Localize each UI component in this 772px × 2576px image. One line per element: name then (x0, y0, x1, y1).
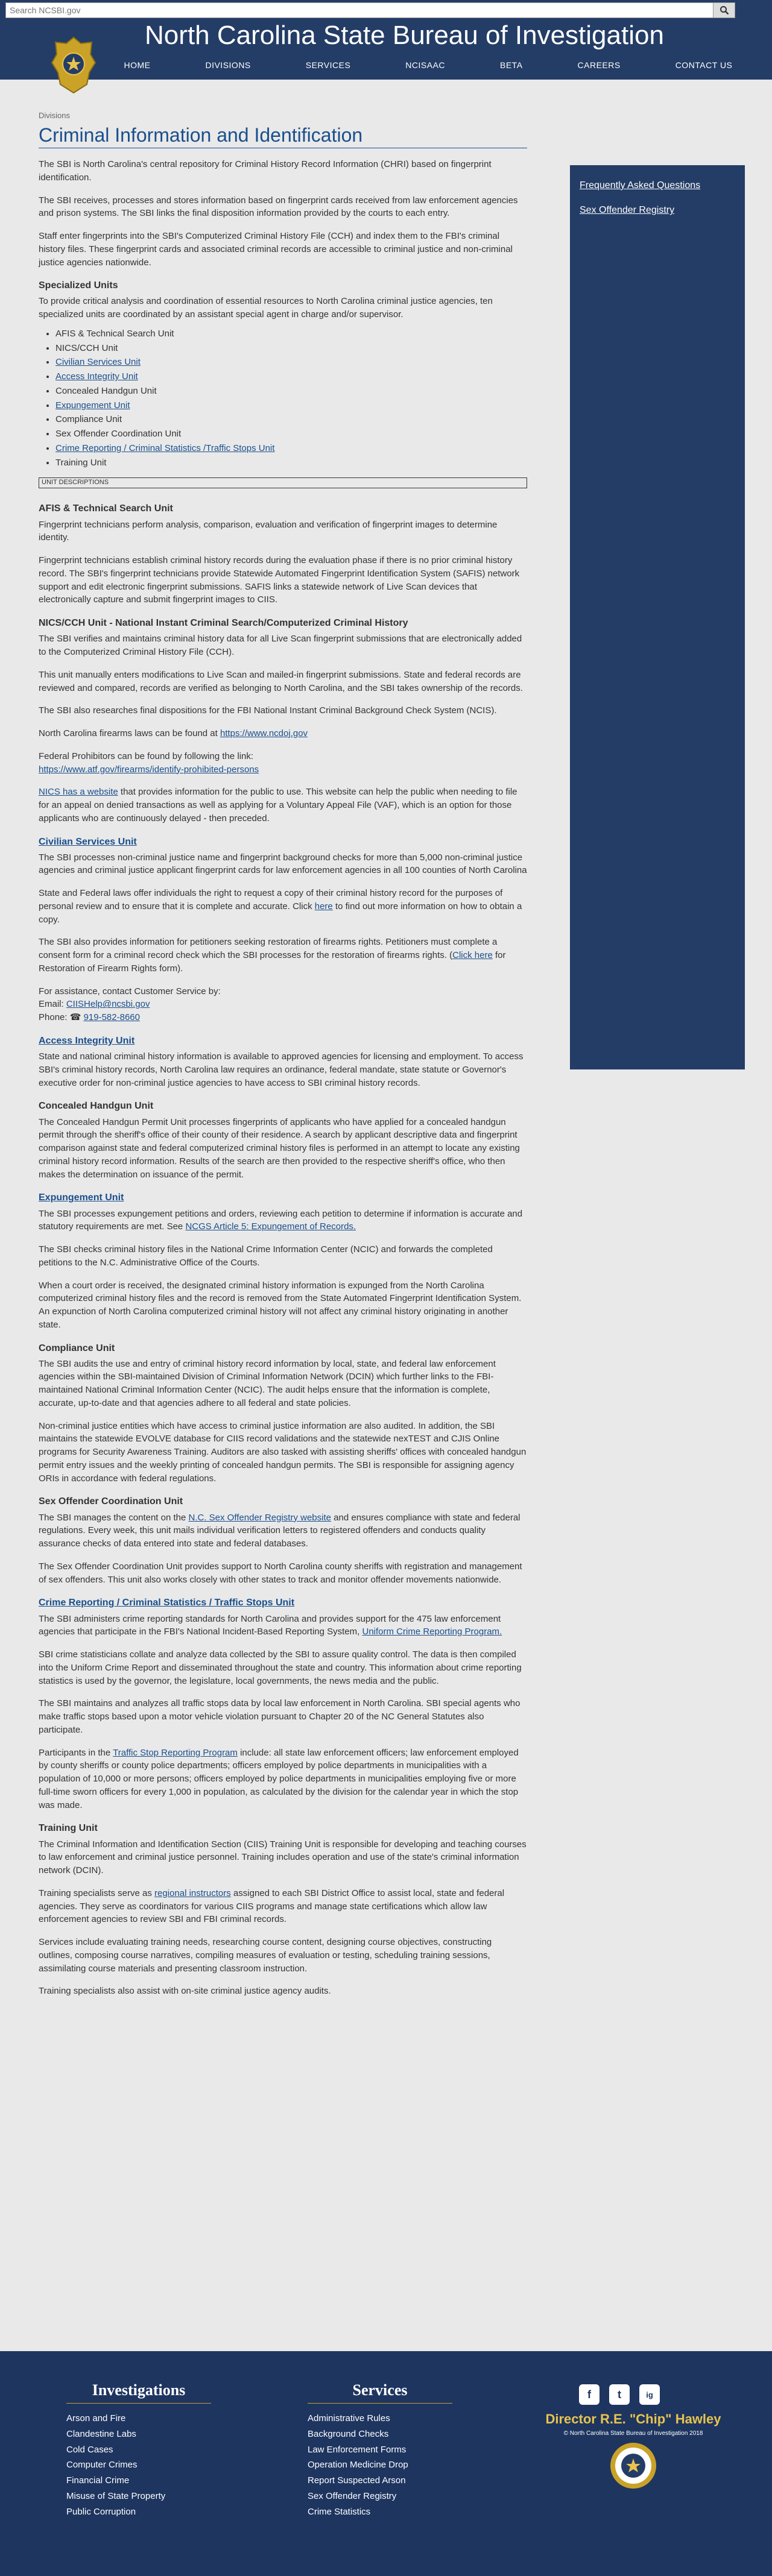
footer-link[interactable]: Clandestine Labs (66, 2428, 136, 2439)
text: State and Federal laws offer individuals the right to request a copy of their criminal history record for the purposes of personal review and to ensure that it is complete and accurate. Click (39, 888, 503, 912)
main-content (39, 124, 527, 2008)
record-copy-here-link[interactable]: here (314, 901, 333, 912)
footer-link[interactable]: Crime Statistics (308, 2506, 371, 2517)
list-item: • Compliance Unit (55, 413, 527, 426)
section-heading-expungement[interactable]: Expungement Unit (39, 1192, 124, 1203)
units-list (55, 327, 527, 470)
footer-link[interactable]: Misuse of State Property (66, 2490, 166, 2501)
section-paragraph: The SBI maintains and analyzes all traffic stops data by local law enforcement in North Carolina. SBI special agents who make traffic stops based upon a motor vehicle violation pursuant to Chapter 20 of the NC General Statutes also participate. (39, 1698, 520, 1735)
section-paragraph: The Criminal Information and Identification Section (CIIS) Training Unit is responsible for developing and teaching courses to law enforcement and criminal justice personnel. Training includes operation and use of the state's criminal information network (DCIN). (39, 1839, 527, 1875)
search-bar (5, 2, 736, 18)
footer-link[interactable]: Report Suspected Arson (308, 2475, 406, 2486)
social-links (579, 2384, 660, 2405)
intro-paragraph: Staff enter fingerprints into the SBI's Computerized Criminal History File (CCH) and index them to the FBI's criminal history files. These fingerprint cards and associated criminal records are accessible to criminal justice and non-criminal justice agencies nationwide. (39, 231, 513, 268)
text: assigned to each SBI District Office to assist local, state and federal agencies. They serve as coordinators for various CIIS programs and manage state certifications which allow law enforcement agencies to review SBI and FBI criminal records. (39, 1888, 505, 1925)
footer-heading: Services (308, 2381, 452, 2404)
main-nav (96, 60, 760, 70)
search-icon (720, 5, 729, 15)
list-item (55, 442, 527, 455)
text: that provides information for the public to use. This website can help the public when needing to file for an appeal on denied transactions as well as applying for a Voluntary Appeal File (VAF), which is an option for those applicants who are continuously delayed - then preceded. (39, 787, 517, 824)
firearm-rights-form-link[interactable]: Click here (452, 950, 493, 961)
text: The SBI administers crime reporting standards for North Carolina and provides support for the 475 law enforcement agencies that participate in the FBI's National Incident-Based Reporting System, (39, 1613, 501, 1637)
site-footer (0, 2351, 772, 2576)
footer-link[interactable]: Administrative Rules (308, 2413, 390, 2423)
traffic-stop-program-link[interactable]: Traffic Stop Reporting Program (113, 1747, 238, 1758)
contact-info (39, 985, 527, 1024)
section-paragraph: The Concealed Handgun Permit Unit processes fingerprints of applicants who have applied for a concealed handgun permit through the sheriff's office of their county of their residence. A search by applicant descriptive data and fingerprint comparison against state and federal computerized criminal history files is performed in an attempt to locate any existing criminal history record information. Results of the search are then provided to the respective sheriff's office, who then makes the determination on issuance of the permit. (39, 1116, 520, 1180)
atf-prohibited-persons-link[interactable]: https://www.atf.gov/firearms/identify-prohibited-persons (39, 764, 259, 775)
footer-link[interactable]: Sex Offender Registry (308, 2490, 397, 2501)
footer-link[interactable]: Computer Crimes (66, 2460, 138, 2471)
nav-contact-us[interactable]: CONTACT US (675, 60, 733, 70)
intro-paragraph: The SBI receives, processes and stores information based on fingerprint cards received from law enforcement agencies and prison systems. The SBI links the final disposition information provided by the courts to each entry. (39, 195, 518, 219)
phone-link[interactable]: 919-582-8660 (83, 1012, 140, 1023)
section-heading: Sex Offender Coordination Unit (39, 1496, 183, 1507)
sex-offender-registry-link[interactable]: N.C. Sex Offender Registry website (188, 1512, 331, 1523)
section-paragraph (39, 1511, 527, 1551)
footer-investigations (66, 2381, 211, 2521)
section-paragraph (39, 887, 527, 926)
list-item (55, 399, 527, 412)
nav-services[interactable]: SERVICES (305, 60, 351, 70)
nics-website-link[interactable]: NICS has a website (39, 787, 118, 798)
section-paragraph: SBI crime statisticians collate and analyze data collected by the SBI to assure quality control. The data is then compiled into the Uniform Crime Report and disseminated throughout the state and country. This information about crime reporting statistics is used by the governor, the legislature, local governments, the news media and the public. (39, 1649, 522, 1686)
page-title: Criminal Information and Identification (39, 124, 527, 148)
unit-link-expungement[interactable]: Expungement Unit (55, 400, 130, 411)
ncdoj-link[interactable]: https://www.ncdoj.gov (220, 728, 308, 738)
regional-instructors-link[interactable]: regional instructors (154, 1888, 231, 1898)
section-paragraph (39, 1887, 527, 1926)
section-paragraph: The SBI processes non-criminal justice name and fingerprint background checks for more than 5,000 non-criminal justice agencies and criminal justice applicant fingerprint cards for law enforcement agencies in all 100 counties of North Carolina (39, 852, 527, 876)
text: include: all state law enforcement officers; law enforcement employed by county sheriffs or county police departments; officers employed by police departments in municipalities with a population of 10,000 or more persons; officers employed by police departments in municipalities employing five or more full-time sworn officers for every 1,000 in population, as calculated by the division for the calendar year in which the stop was made. (39, 1747, 519, 1810)
intro-paragraph: The SBI is North Carolina's central repository for Criminal History Record Information (CHRI) based on fingerprint identification. (39, 159, 492, 183)
section-paragraph: The SBI verifies and maintains criminal history data for all Live Scan fingerprint submissions that are electronically added to the Computerized Criminal History File (CCH). (39, 634, 522, 657)
footer-link[interactable]: Cold Cases (66, 2444, 113, 2455)
section-paragraph (39, 727, 527, 740)
text: and ensures compliance with state and federal regulations. Every week, this unit mails individual verification letters to registered offenders and conducts quality assurance checks of data entered into state and federal databases. (39, 1512, 520, 1549)
nav-beta[interactable]: BETA (500, 60, 523, 70)
contact-phone (39, 1011, 527, 1024)
text: North Carolina firearms laws can be found at (39, 728, 220, 738)
section-paragraph: Non-criminal justice entities which have access to criminal justice information are also audited. In addition, the SBI maintains the statewide EVOLVE database for CIIS record validations and the statewide nexTEST and CJIS Online programs for Security Awareness Training. Auditors are also tasked with assisting sheriffs' offices with concealed handgun permit entry issues and the weekly printing of concealed handgun permits. The SBI is responsible for assigning agency ORIs in accordance with federal regulations. (39, 1420, 527, 1484)
section-paragraph: When a court order is received, the designated criminal history information is expunged from the North Carolina computerized criminal history files and the record is removed from the State Automated Fingerprint Identification System. An expunction of North Carolina computerized criminal history will not affect any criminal history originating in another state. (39, 1280, 522, 1330)
section-paragraph (39, 786, 527, 825)
instagram-icon[interactable]: ig (639, 2384, 660, 2405)
section-paragraph: The SBI checks criminal history files in the National Crime Information Center (NCIC) and forwards the completed petitions to the N.C. Administrative Office of the Courts. (39, 1244, 493, 1268)
section-paragraph: State and national criminal history information is available to approved agencies for licensing and employment. To access SBI's criminal history records, North Carolina law requires an ordinance, federal mandate, state statute or Governor's executive order for non-criminal justice agencies to have access to SBI criminal history records. (39, 1051, 524, 1088)
text: to find out more information on how to obtain a copy. (39, 901, 522, 925)
contact-email (39, 998, 527, 1011)
contact-intro: For assistance, contact Customer Service by: (39, 986, 221, 997)
footer-services (308, 2381, 452, 2521)
list-item: • Sex Offender Coordination Unit (55, 427, 527, 441)
section-paragraph (39, 1208, 527, 1234)
section-heading-crime-reporting[interactable]: Crime Reporting / Criminal Statistics / Traffic Stops Unit (39, 1598, 295, 1608)
tab-unit-descriptions[interactable]: UNIT DESCRIPTIONS (39, 477, 527, 488)
ucr-program-link[interactable]: Uniform Crime Reporting Program. (362, 1627, 502, 1637)
phone-label: Phone: ☎ (39, 1012, 84, 1023)
email-link[interactable]: CIISHelp@ncsbi.gov (66, 999, 150, 1010)
footer-link[interactable]: Financial Crime (66, 2475, 130, 2486)
search-input[interactable] (5, 2, 713, 18)
sidebar-link-faq[interactable]: Frequently Asked Questions (580, 180, 701, 191)
footer-heading: Investigations (66, 2381, 211, 2404)
ncgs-expungement-link[interactable]: NCGS Article 5: Expungement of Records. (185, 1221, 356, 1232)
facebook-icon[interactable]: f (579, 2384, 600, 2405)
text: Participants in the (39, 1747, 113, 1758)
section-paragraph: The Sex Offender Coordination Unit provides support to North Carolina county sheriffs with registration and management of sex offenders. This unit also works closely with other states to track and monitor offender movements nationwide. (39, 1561, 522, 1585)
text: for Restoration of Firearm Rights form). (39, 950, 506, 974)
section-heading: AFIS & Technical Search Unit (39, 503, 173, 514)
section-heading: NICS/CCH Unit - National Instant Criminal Search/Computerized Criminal History (39, 618, 408, 629)
section-paragraph: Services include evaluating training needs, researching course content, designing course objectives, constructing outlines, composing course narratives, compiling measures of evaluation or testing, scheduling training sessions, assimilating course materials and presenting classroom instruction. (39, 1937, 492, 1974)
nav-careers[interactable]: CAREERS (577, 60, 621, 70)
section-paragraph (39, 936, 527, 975)
text: The SBI processes expungement petitions and orders, reviewing each petition to determine if information is accurate and statutory requirements are met. See (39, 1208, 523, 1232)
nav-ncisaac[interactable]: NCISAAC (405, 60, 446, 70)
list-item (55, 356, 527, 369)
footer-link[interactable]: Public Corruption (66, 2506, 136, 2517)
nav-home[interactable]: HOME (124, 60, 151, 70)
sbi-badge-logo[interactable] (49, 35, 98, 95)
twitter-icon[interactable]: t (609, 2384, 630, 2405)
section-paragraph: Training specialists also assist with on-site criminal justice agency audits. (39, 1986, 331, 1997)
nav-divisions[interactable]: DIVISIONS (205, 60, 251, 70)
list-item: • NICS/CCH Unit (55, 342, 527, 355)
section-heading-access-integrity[interactable]: Access Integrity Unit (39, 1035, 135, 1046)
list-item: • AFIS & Technical Search Unit (55, 327, 527, 341)
sidebar-link-sex-offender-registry[interactable]: Sex Offender Registry (580, 205, 675, 216)
section-paragraph: The SBI also researches final dispositions for the FBI National Instant Criminal Background Check System (NCIS). (39, 705, 497, 716)
search-button[interactable] (713, 2, 735, 18)
text: The SBI also provides information for petitioners seeking restoration of firearms rights. Petitioners must complete a consent form for a criminal record check which the SBI processes for the restoration of firearms rights. ( (39, 937, 498, 961)
section-heading: Concealed Handgun Unit (39, 1101, 154, 1112)
section-heading: Training Unit (39, 1823, 98, 1834)
text: Federal Prohibitors can be found by following the link: (39, 751, 254, 761)
sidebar (570, 165, 745, 1069)
text: The SBI manages the content on the (39, 1512, 189, 1523)
copyright: © North Carolina State Bureau of Investigation 2018 (563, 2430, 703, 2437)
footer-link[interactable]: Operation Medicine Drop (308, 2460, 408, 2471)
section-paragraph: Fingerprint technicians establish criminal history records during the evaluation phase if there is no prior criminal history record. The SBI's fingerprint technicians provide Statewide Automated Fingerprint Identification System (SAFIS) network support and edit electronic fingerprint submissions. SAFIS links a statewide network of Live Scan devices that electronically capture and submit fingerprint images to CIIS. (39, 555, 520, 605)
list-item: • Training Unit (55, 456, 527, 470)
section-paragraph (39, 750, 527, 776)
email-label: Email: (39, 999, 66, 1010)
unit-link-crime-reporting[interactable]: Crime Reporting / Criminal Statistics /Traffic Stops Unit (55, 442, 275, 453)
footer-link[interactable]: Background Checks (308, 2428, 389, 2439)
footer-link[interactable]: Law Enforcement Forms (308, 2444, 407, 2455)
unit-link-civilian-services[interactable]: Civilian Services Unit (55, 357, 141, 368)
section-paragraph: This unit manually enters modifications to Live Scan and mailed-in fingerprint submissions. State and federal records are reviewed and compared, records are verified as belonging to North Carolina, and the SBI takes ownership of the records. (39, 669, 523, 693)
section-paragraph (39, 1746, 527, 1812)
section-paragraph: The SBI audits the use and entry of criminal history record information by local, state, and federal law enforcement agencies within the SBI-maintained Division of Criminal Information Network (DCIN) which further links to the FBI-maintained National Criminal Information Center (NCIC). The audit helps ensure that the information is complete, accurate, up-to-date and that agencies adhere to all federal and state policies. (39, 1358, 496, 1408)
site-header (0, 0, 772, 80)
section-heading: Specialized Units (39, 280, 118, 291)
list-item: • Concealed Handgun Unit (55, 385, 527, 398)
section-heading: Compliance Unit (39, 1343, 115, 1353)
director-name: Director R.E. "Chip" Hawley (545, 2411, 721, 2426)
section-paragraph (39, 1613, 527, 1639)
footer-link[interactable]: Arson and Fire (66, 2413, 126, 2423)
breadcrumb[interactable]: Divisions (39, 111, 71, 120)
list-item (55, 370, 527, 383)
unit-link-access-integrity[interactable]: Access Integrity Unit (55, 371, 138, 382)
section-paragraph: Fingerprint technicians perform analysis, comparison, evaluation and verification of fingerprint images to determine identity. (39, 519, 498, 543)
section-paragraph: To provide critical analysis and coordination of essential resources to North Carolina criminal justice agencies, ten specialized units are coordinated by an assistant special agent in charge and/or supervisor. (39, 296, 493, 320)
site-title: North Carolina State Bureau of Investigation (145, 20, 664, 50)
sbi-seal-logo (609, 2442, 657, 2490)
text: Training specialists serve as (39, 1888, 155, 1898)
section-heading-civilian-services[interactable]: Civilian Services Unit (39, 836, 137, 847)
